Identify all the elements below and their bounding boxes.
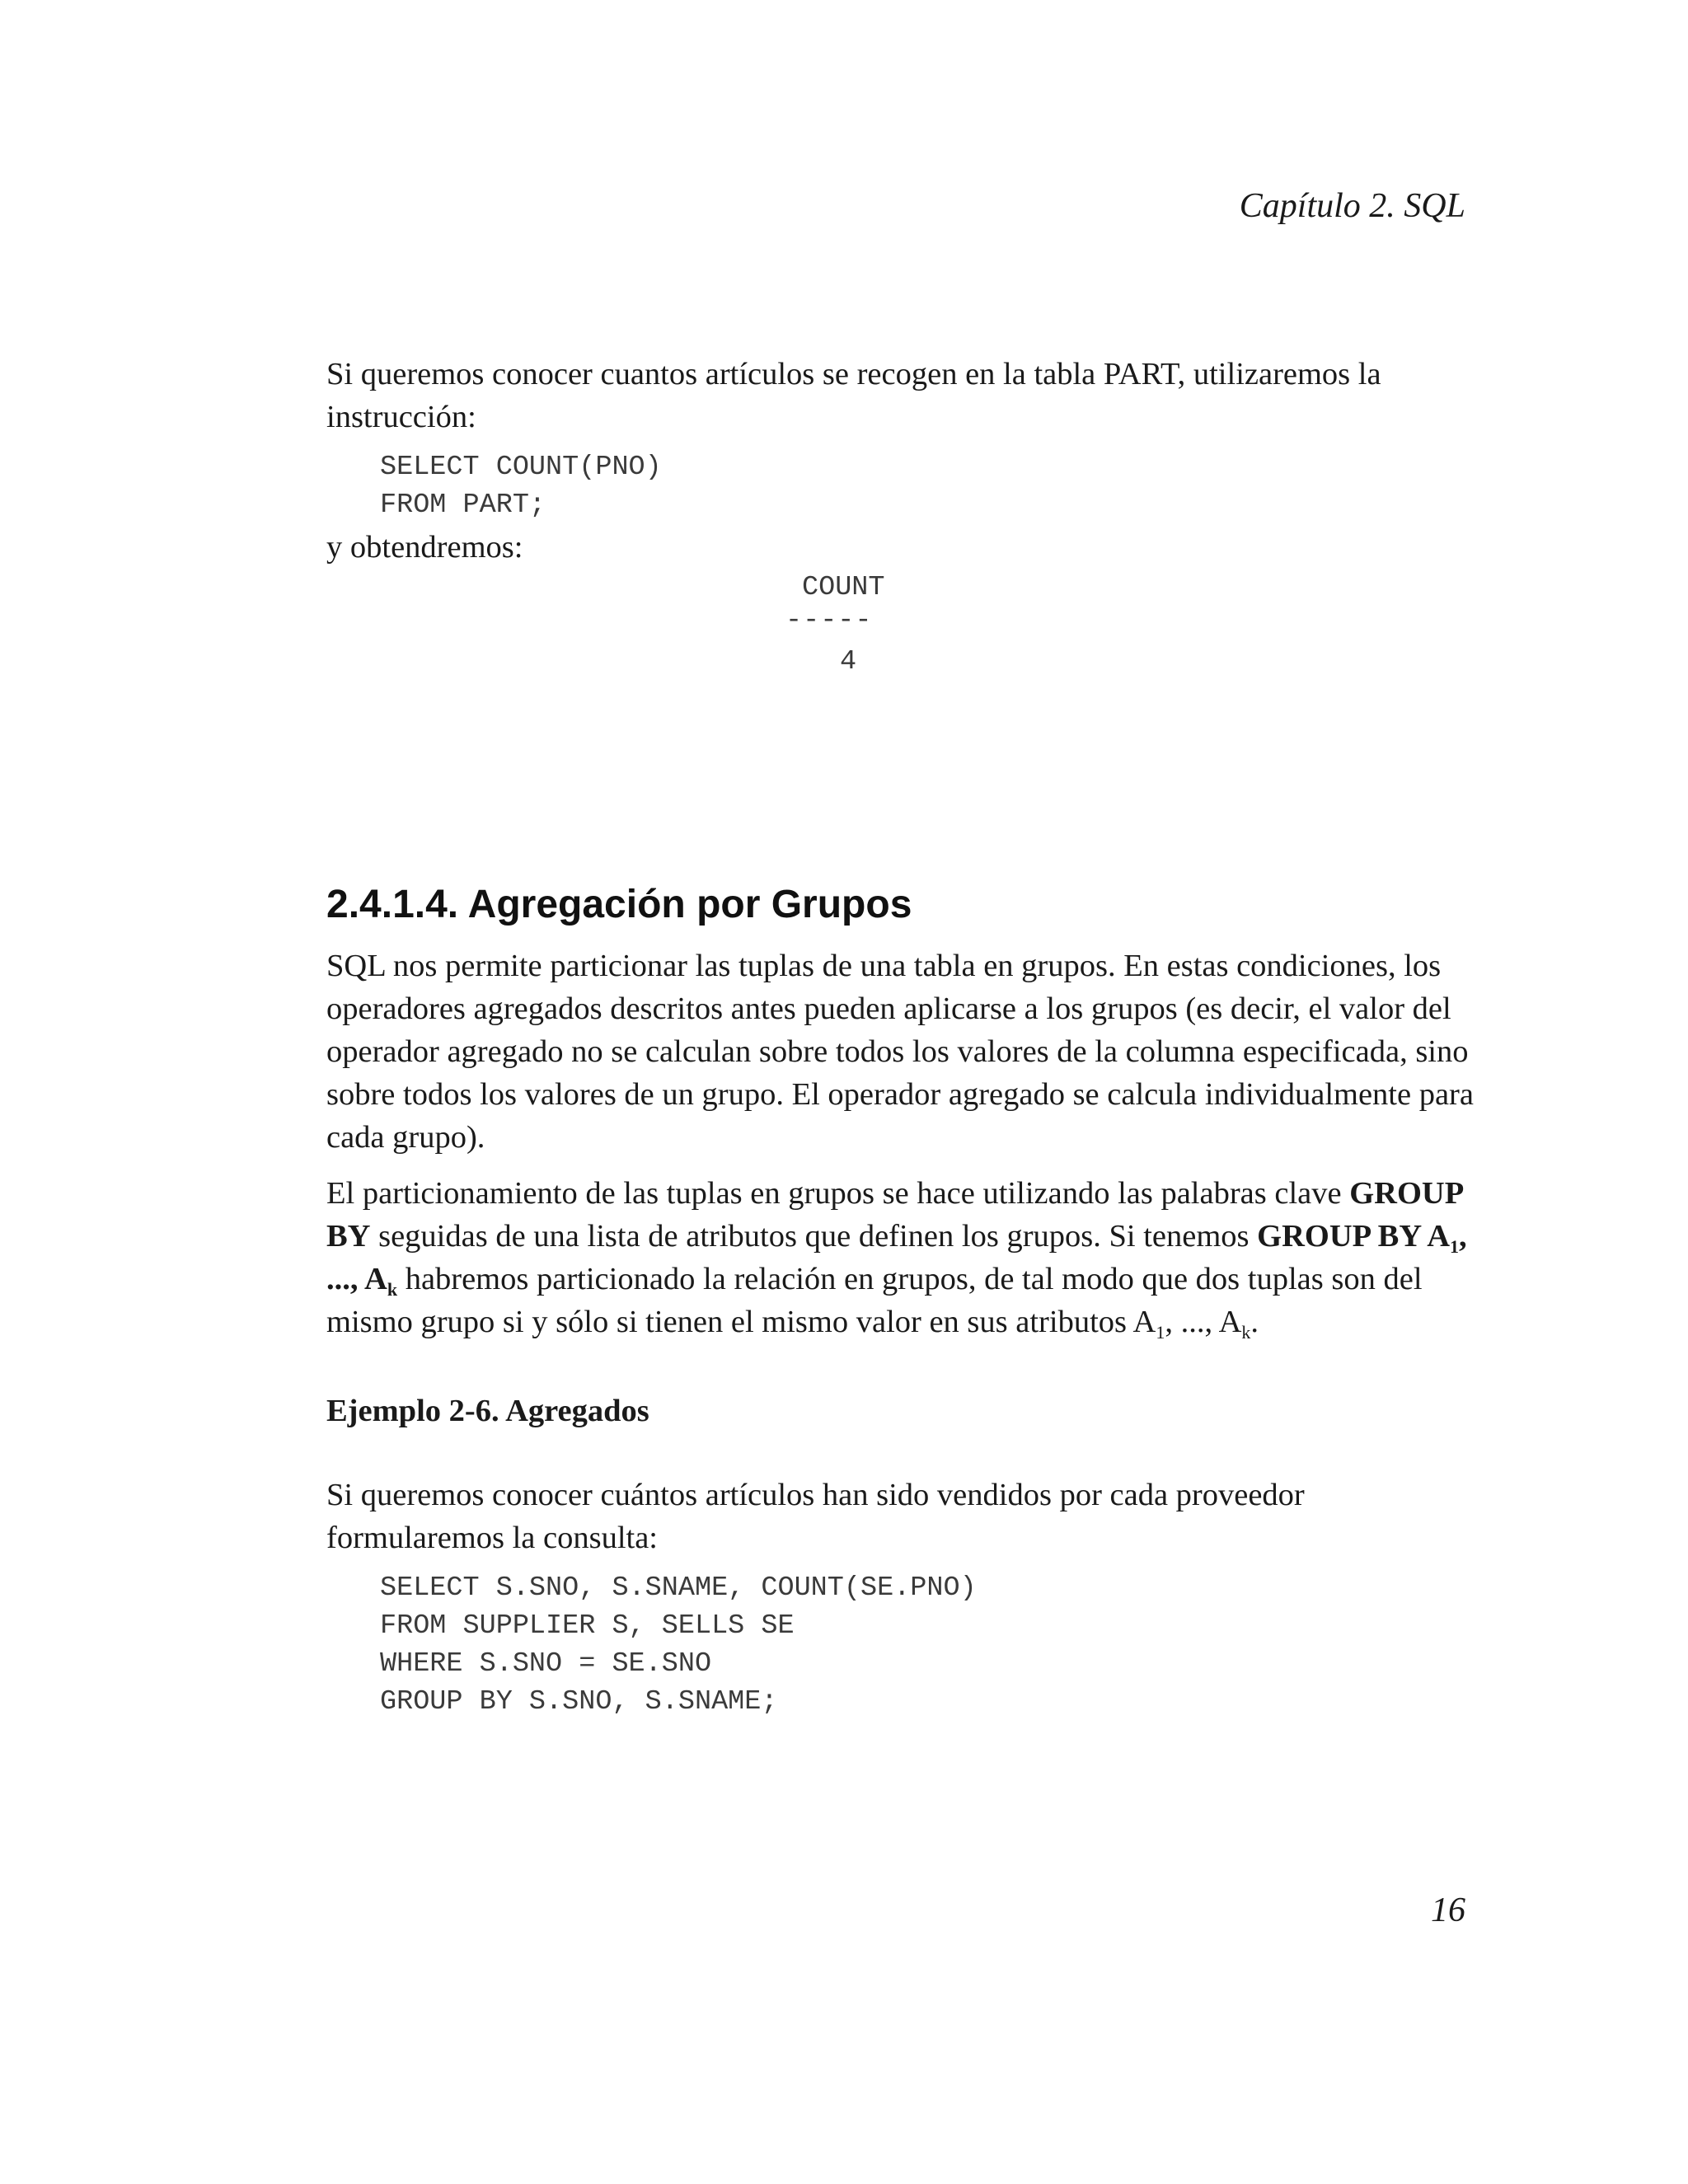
text-run: El particionamiento de las tuplas en grupos se hace utilizando las palabras clave xyxy=(326,1176,1350,1211)
subscript: k xyxy=(1241,1322,1251,1343)
section-paragraph-2 xyxy=(326,1172,1480,1343)
text-run: seguidas de una lista de atributos que definen los grupos. Si tenemos xyxy=(370,1219,1258,1254)
subscript: 1 xyxy=(1450,1236,1460,1257)
query-result xyxy=(326,569,1480,692)
example-title: Ejemplo 2-6. Agregados xyxy=(326,1394,649,1428)
result-separator: ----- xyxy=(785,605,873,636)
code-block-count xyxy=(326,448,1480,524)
result-intro: y obtendremos: xyxy=(326,530,523,565)
text-run: habremos particionado la relación en grupos, de tal modo que dos tuplas son del mismo grupo si y sólo si tienen el mismo valor en sus atributos A xyxy=(326,1262,1423,1339)
subscript: 1 xyxy=(1156,1322,1165,1343)
text-run: . xyxy=(1250,1305,1259,1339)
code-line: SELECT S.SNO, S.SNAME, COUNT(SE.PNO) xyxy=(380,1572,977,1604)
section-title: 2.4.1.4. Agregación por Grupos xyxy=(326,883,912,926)
result-value: 4 xyxy=(840,646,857,677)
code-line: SELECT COUNT(PNO) xyxy=(380,452,662,483)
page-content xyxy=(326,353,1480,1721)
section-paragraph-1: SQL nos permite particionar las tuplas de una tabla en grupos. En estas condiciones, los operadores agregados descritos antes pueden aplicarse a los grupos (es decir, el valor del operador agregado no se calculan sobre todos los valores de la columna especificada, sino sobre todos los valores de un grupo. El operador agregado se calcula individualmente para cada grupo). xyxy=(326,949,1474,1155)
code-line: WHERE S.SNO = SE.SNO xyxy=(380,1648,712,1680)
keyword-group-by: GROUP BY xyxy=(326,1176,1463,1254)
text-run: , ..., A xyxy=(326,1219,1467,1296)
result-column-header: COUNT xyxy=(802,572,885,603)
text-run: GROUP BY A xyxy=(1257,1219,1451,1254)
code-line: FROM SUPPLIER S, SELLS SE xyxy=(380,1610,795,1642)
intro-paragraph: Si queremos conocer cuantos artículos se recogen en la tabla PART, utilizaremos la instrucción: xyxy=(326,357,1381,434)
running-header: Capítulo 2. SQL xyxy=(1239,187,1465,225)
text-run: , ..., A xyxy=(1165,1305,1242,1339)
page-number: 16 xyxy=(1431,1891,1465,1929)
code-line: GROUP BY S.SNO, S.SNAME; xyxy=(380,1686,778,1718)
subscript: k xyxy=(387,1279,398,1300)
code-block-group-by xyxy=(326,1569,1480,1721)
example-paragraph: Si queremos conocer cuántos artículos han sido vendidos por cada proveedor formularemos la consulta: xyxy=(326,1478,1305,1555)
code-line: FROM PART; xyxy=(380,490,546,521)
